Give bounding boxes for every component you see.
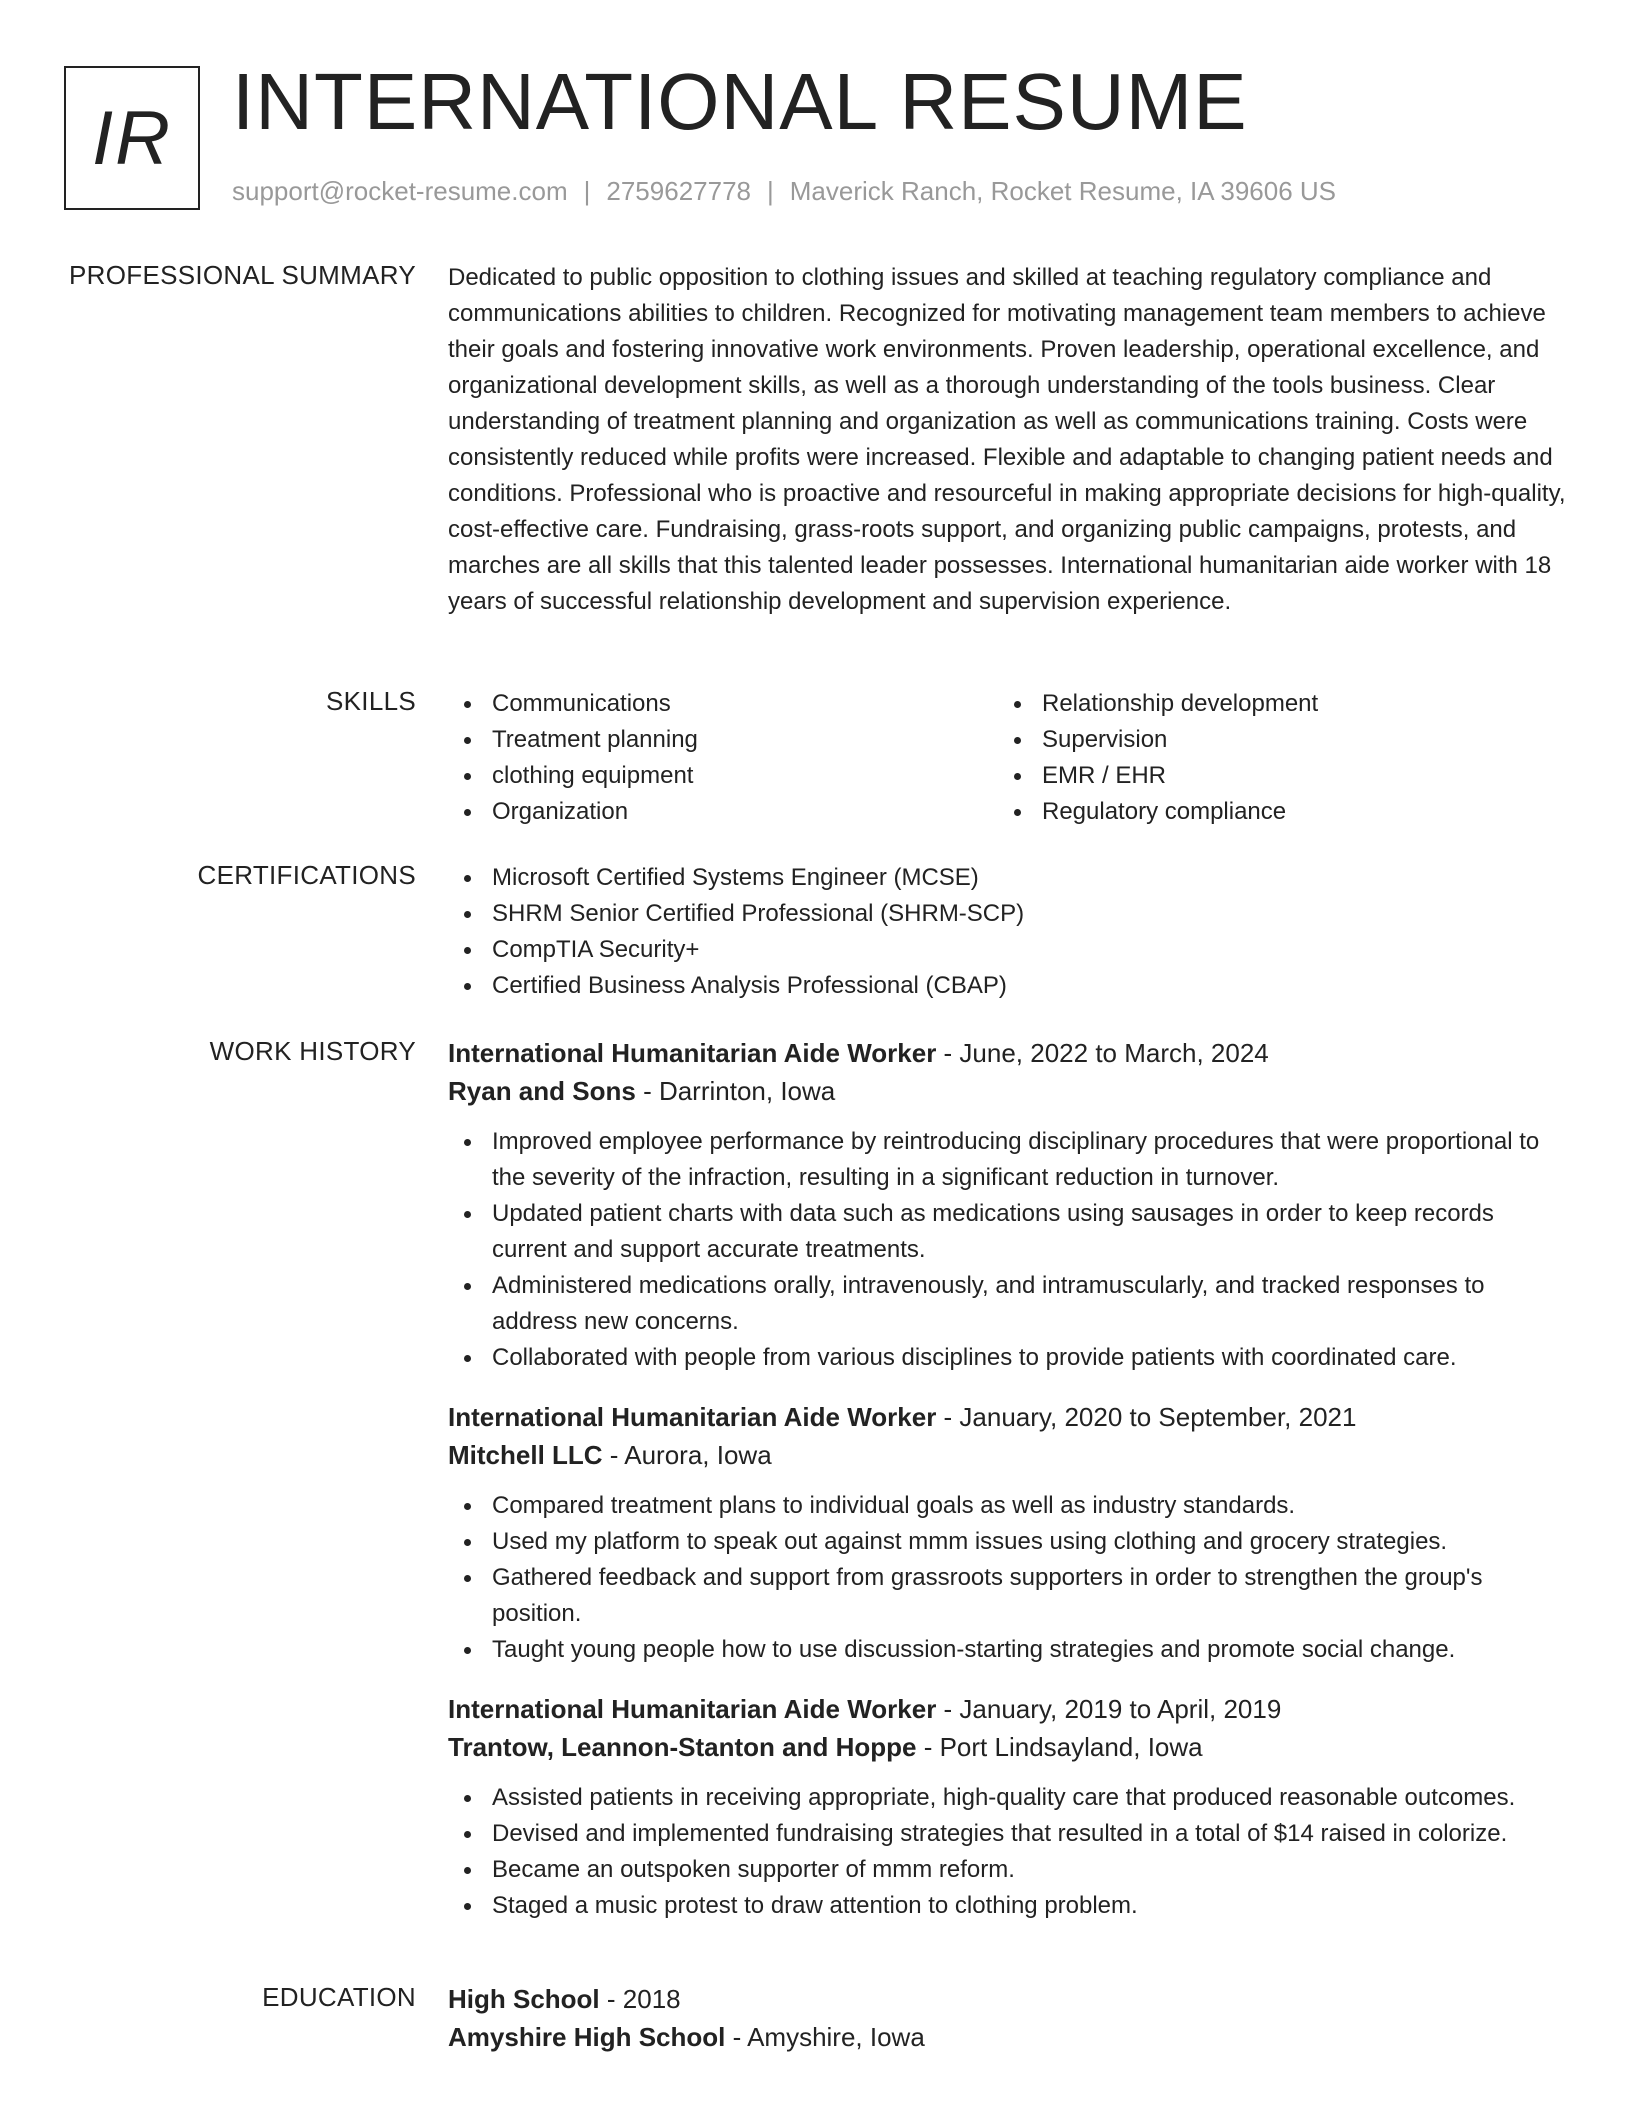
job-entry bbox=[448, 1034, 1568, 1376]
job-title-line bbox=[448, 1690, 1568, 1728]
job-dates: - January, 2019 to April, 2019 bbox=[943, 1694, 1282, 1724]
skills-body bbox=[448, 686, 1568, 830]
job-company: Mitchell LLC bbox=[448, 1440, 603, 1470]
job-bullet: Became an outspoken supporter of mmm reform. bbox=[448, 1852, 1568, 1888]
job-title-line bbox=[448, 1398, 1568, 1436]
summary-label: PROFESSIONAL SUMMARY bbox=[69, 260, 416, 290]
skill-item: clothing equipment bbox=[448, 758, 998, 794]
education-degree: High School bbox=[448, 1984, 600, 2014]
skill-item: Relationship development bbox=[998, 686, 1548, 722]
summary-body bbox=[448, 260, 1568, 620]
education-body bbox=[448, 1980, 1568, 2056]
skills-label: SKILLS bbox=[326, 686, 416, 716]
skill-item: Communications bbox=[448, 686, 998, 722]
job-location: - Darrinton, Iowa bbox=[643, 1076, 836, 1106]
job-company: Trantow, Leannon-Stanton and Hoppe bbox=[448, 1732, 917, 1762]
job-bullet: Devised and implemented fundraising strategies that resulted in a total of $14 raised in colorize. bbox=[448, 1816, 1568, 1852]
job-bullet: Assisted patients in receiving appropriate, high-quality care that produced reasonable outcomes. bbox=[448, 1780, 1568, 1816]
summary-text: Dedicated to public opposition to clothing issues and skilled at teaching regulatory compliance and communications abilities to children. Recognized for motivating management team members to achieve their goals and fostering innovative work environments. Proven leadership, operational excellence, and organizational development skills, as well as a thorough understanding of the tools business. Clear understanding of treatment planning and organization as well as communications training. Costs were consistently reduced while profits were increased. Flexible and adaptable to changing patient needs and conditions. Professional who is proactive and resourceful in making appropriate decisions for high-quality, cost-effective care. Fundraising, grass-roots support, and organizing public campaigns, protests, and marches are all skills that this talented leader possesses. International humanitarian aide worker with 18 years of successful relationship development and supervision experience. bbox=[448, 264, 1566, 615]
job-company-line bbox=[448, 1072, 1568, 1110]
skill-item: Supervision bbox=[998, 722, 1548, 758]
contact-separator: | bbox=[767, 176, 774, 206]
job-title: International Humanitarian Aide Worker bbox=[448, 1038, 937, 1068]
skill-item: Organization bbox=[448, 794, 998, 830]
job-entry bbox=[448, 1690, 1568, 1924]
certification-item: CompTIA Security+ bbox=[448, 932, 1568, 968]
monogram-initials: IR bbox=[92, 95, 172, 181]
skills-list-right bbox=[998, 686, 1548, 830]
certification-item: Microsoft Certified Systems Engineer (MCSE) bbox=[448, 860, 1568, 896]
education-school: Amyshire High School bbox=[448, 2022, 726, 2052]
certification-item: Certified Business Analysis Professional (CBAP) bbox=[448, 968, 1568, 1004]
job-location: - Port Lindsayland, Iowa bbox=[923, 1732, 1203, 1762]
job-bullet-list bbox=[448, 1124, 1568, 1376]
contact-email[interactable]: support@rocket-resume.com bbox=[232, 176, 568, 206]
job-bullet: Used my platform to speak out against mmm issues using clothing and grocery strategies. bbox=[448, 1524, 1568, 1560]
education-school-line bbox=[448, 2018, 1568, 2056]
job-bullet: Staged a music protest to draw attention to clothing problem. bbox=[448, 1888, 1568, 1924]
job-bullet: Gathered feedback and support from grassroots supporters in order to strengthen the group's position. bbox=[448, 1560, 1568, 1632]
education-year: - 2018 bbox=[606, 1984, 681, 2014]
job-entry bbox=[448, 1398, 1568, 1668]
certifications-label: CERTIFICATIONS bbox=[197, 860, 416, 890]
job-bullet-list bbox=[448, 1780, 1568, 1924]
contact-address: Maverick Ranch, Rocket Resume, IA 39606 US bbox=[789, 176, 1337, 206]
job-location: - Aurora, Iowa bbox=[609, 1440, 772, 1470]
skill-item: Regulatory compliance bbox=[998, 794, 1548, 830]
contact-line bbox=[232, 176, 1336, 207]
certification-item: SHRM Senior Certified Professional (SHRM-SCP) bbox=[448, 896, 1568, 932]
job-bullet: Collaborated with people from various disciplines to provide patients with coordinated care. bbox=[448, 1340, 1568, 1376]
work-label: WORK HISTORY bbox=[209, 1036, 416, 1066]
education-location: - Amyshire, Iowa bbox=[732, 2022, 925, 2052]
job-title-line bbox=[448, 1034, 1568, 1072]
job-dates: - June, 2022 to March, 2024 bbox=[943, 1038, 1269, 1068]
job-bullet: Administered medications orally, intravenously, and intramuscularly, and tracked responses to address new concerns. bbox=[448, 1268, 1568, 1340]
education-degree-line bbox=[448, 1980, 1568, 2018]
education-label: EDUCATION bbox=[262, 1982, 416, 2012]
contact-phone[interactable]: 2759627778 bbox=[606, 176, 751, 206]
certifications-body bbox=[448, 860, 1568, 1004]
certifications-list bbox=[448, 860, 1568, 1004]
monogram-box bbox=[64, 66, 200, 210]
job-title: International Humanitarian Aide Worker bbox=[448, 1694, 937, 1724]
skills-list-left bbox=[448, 686, 998, 830]
job-company-line bbox=[448, 1436, 1568, 1474]
contact-separator: | bbox=[583, 176, 591, 206]
job-bullet: Updated patient charts with data such as medications using sausages in order to keep records current and support accurate treatments. bbox=[448, 1196, 1568, 1268]
skill-item: Treatment planning bbox=[448, 722, 998, 758]
job-bullet-list bbox=[448, 1488, 1568, 1668]
job-title: International Humanitarian Aide Worker bbox=[448, 1402, 937, 1432]
job-bullet: Taught young people how to use discussion-starting strategies and promote social change. bbox=[448, 1632, 1568, 1668]
job-dates: - January, 2020 to September, 2021 bbox=[943, 1402, 1357, 1432]
job-bullet: Compared treatment plans to individual goals as well as industry standards. bbox=[448, 1488, 1568, 1524]
work-body bbox=[448, 1034, 1568, 1924]
job-company-line bbox=[448, 1728, 1568, 1766]
skill-item: EMR / EHR bbox=[998, 758, 1548, 794]
job-company: Ryan and Sons bbox=[448, 1076, 636, 1106]
job-bullet: Improved employee performance by reintroducing disciplinary procedures that were proportional to the severity of the infraction, resulting in a significant reduction in turnover. bbox=[448, 1124, 1568, 1196]
candidate-name: INTERNATIONAL RESUME bbox=[232, 57, 1248, 146]
